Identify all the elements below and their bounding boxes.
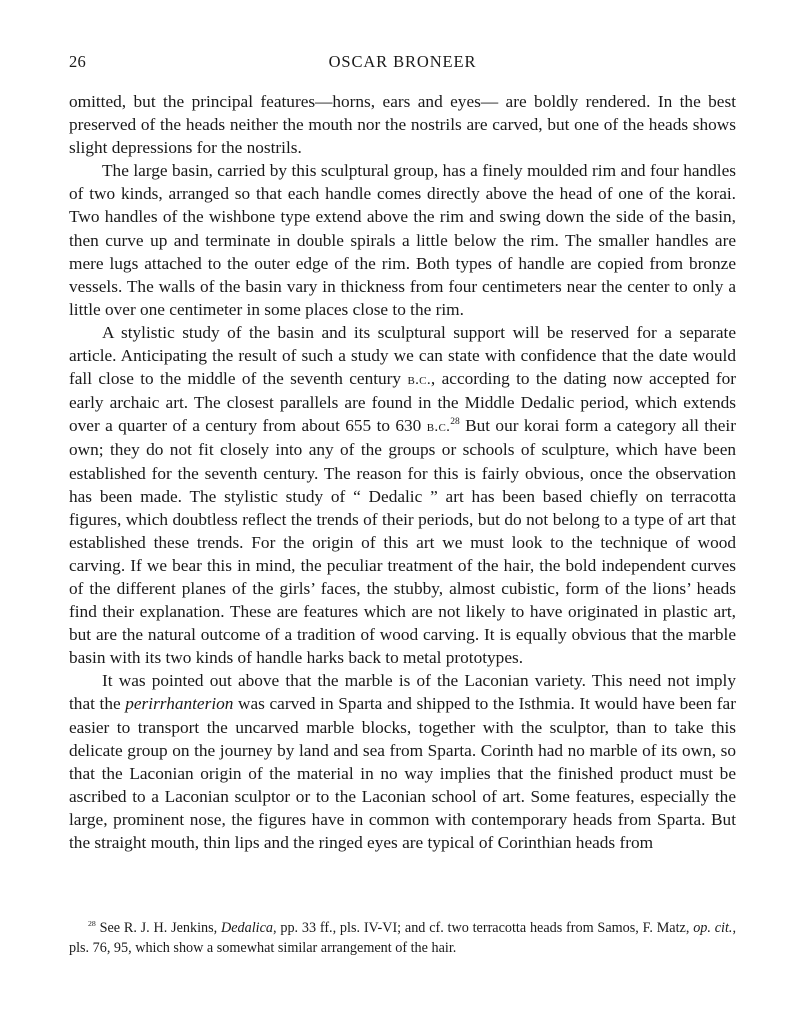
paragraph-3-text: But our korai form a category all their own; they do not fit closely into any of the groups or schools of sculpture, which have been established for the seventh century. The reason for this is fairly obvious, once the observation has been made. The stylistic study of “ Dedalic ” art has been based chiefly on terracotta figures, which doubtless reflect the trends of their periods, but do not belong to a type of art that established these trends. For the origin of this art we must look to the technique of wood carving. If we bear this in mind, the peculiar treatment of the hair, the bold independent curves of the different planes of the girls’ faces, the stubby, almost cubistic, form of the lions’ heads find their explanation. These are features which are not likely to have originated in plastic art, but are the natural outcome of a tradition of wood carving. It is equally obvious that the marble basin with its two kinds of handle harks back to metal prototypes. [69,416,736,668]
italic-term: perirrhanterion [125,694,234,714]
cited-title: op. cit. [693,920,733,936]
footnote-reference: 28 [450,417,460,428]
page-number: 26 [69,52,86,71]
footnote-text: , pp. 33 ff., pls. IV-VI; and cf. two terracotta heads from Samos, F. Matz, [273,920,694,936]
paragraph-4-text: was carved in Sparta and shipped to the Isthmia. It would have been far easier to transport the uncarved marble blocks, together with the sculptor, than to take this delicate group on the journey by land and sea from Sparta. Corinth had no marble of its own, so that the Laconian origin of the material in no way implies that the finished product must be ascribed to a Laconian sculptor or to the Laconian school of art. Some features, especially the large, prominent nose, the figures have in common with contemporary heads from Sparta. But the straight mouth, thin lips and the ringed eyes are typical of Corinthian heads from [69,694,736,852]
paragraph-1: omitted, but the principal features—horns, ears and eyes— are boldly rendered. In the best preserved of the heads neither the mouth nor the nostrils are carved, but one of the heads shows slight depressions for the nostrils. [69,92,736,158]
paragraph-3-text: , according to the dating now accepted for early archaic art. The closest parallels are found in the Middle Dedalic period, which extends over a quarter of a century from about 655 to 630 [69,369,736,436]
era-abbreviation: b.c. [407,371,431,389]
paragraph-3-text: A stylistic study of the basin and its sculptural support will be reserved for a separate article. Anticipating the result of such a study we can state with confidence that the date would fall close to the middle of the seventh century [69,322,736,389]
paragraph-4-text: It was pointed out above that the marble is of the Laconian variety. This need not imply that the [69,671,736,714]
paragraph-3 [69,321,736,669]
footnote-text: See R. J. H. Jenkins, [95,920,221,936]
era-abbreviation: b.c. [426,418,451,436]
page-header [69,52,736,76]
body-text [69,90,736,854]
paragraph-4 [69,669,736,854]
page [69,52,736,854]
paragraph-2: The large basin, carried by this sculptural group, has a finely moulded rim and four handles of two kinds, arranged so that each handle comes directly above the head of one of the korai. Two handles of the wishbone type extend above the rim and swing down the side of the basin, then curve up and terminate in double spirals a little below the rim. The smaller handles are mere lugs attached to the outer edge of the rim. Both types of handle are copied from bronze vessels. The walls of the basin vary in thickness from four centimeters near the center to only a little over one centimeter in some places close to the rim. [69,161,736,319]
cited-title: Dedalica [221,920,274,936]
footnote-28 [69,918,736,958]
footnote-number: 28 [88,919,96,929]
running-title: OSCAR BRONEER [328,52,477,71]
footnotes [69,918,736,958]
footnote-text: , pls. 76, 95, which show a somewhat similar arrangement of the hair. [69,920,736,956]
